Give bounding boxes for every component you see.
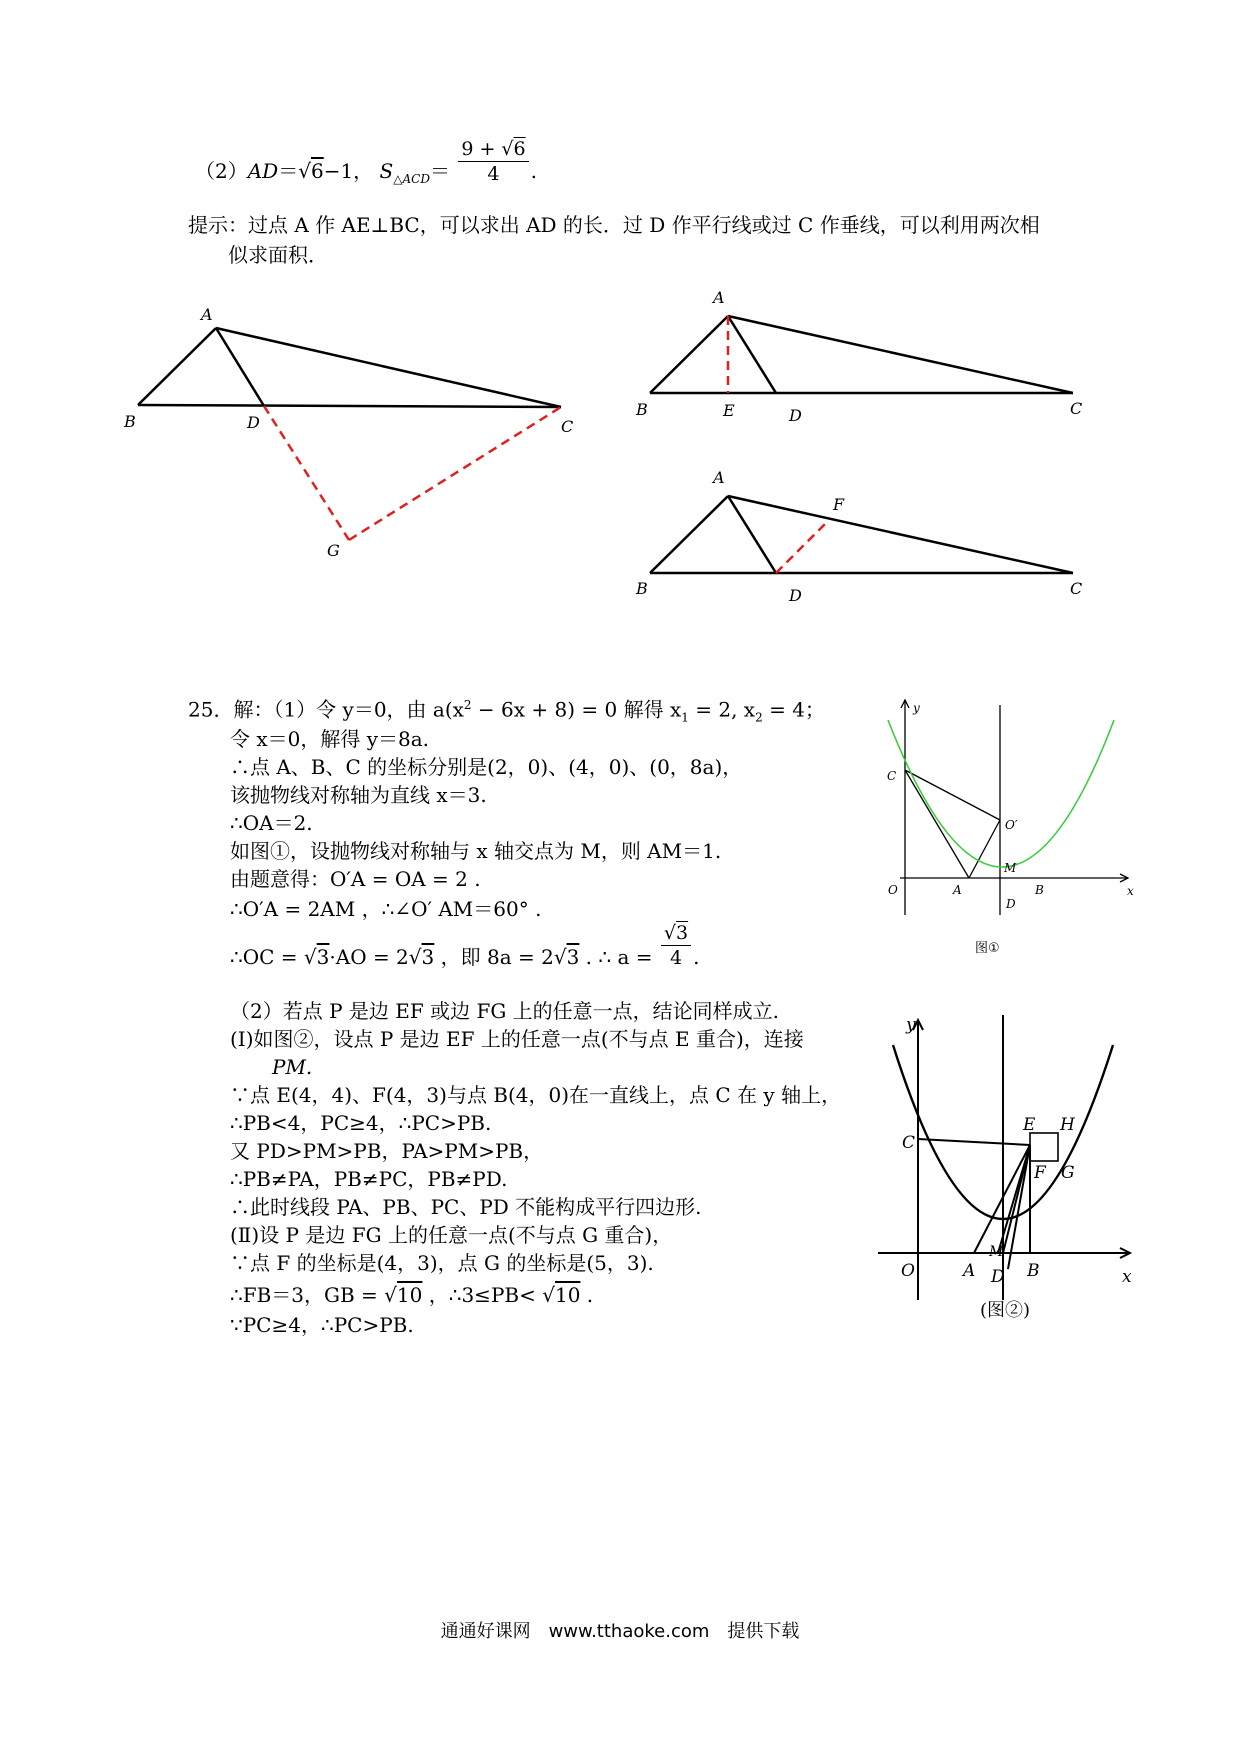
- g1-caption: 图①: [975, 941, 1000, 956]
- g2-label-y: y: [906, 1015, 916, 1035]
- g1-label-a: A: [953, 883, 962, 897]
- area-fraction: $\frac{9 + √6}{4}$: [458, 137, 528, 186]
- g1-label-o: O: [888, 883, 898, 897]
- label-d: D: [247, 413, 260, 432]
- label-e: E: [723, 401, 735, 420]
- minus-one: −1，: [323, 159, 374, 183]
- footer-text: 通通好课网 www.tthaoke.com 提供下载: [440, 1621, 800, 1642]
- g1-label-m: M: [1004, 861, 1017, 875]
- solution-line-17: ∴此时线段 PA、PB、PC、PD 不能构成平行四边形.: [230, 1195, 702, 1219]
- solution-line-16: ∴PB≠PA，PB≠PC，PB≠PD.: [230, 1167, 508, 1191]
- g1-label-y: y: [913, 701, 920, 715]
- part2-label: （2）: [195, 159, 248, 183]
- solution-line-14: ∴PB<4，PC≥4，∴PC>PB.: [230, 1111, 492, 1135]
- solution-line-21: ∵PC≥4，∴PC>PB.: [230, 1313, 414, 1337]
- solution-line-11: (Ⅰ)如图②，设点 P 是边 EF 上的任意一点(不与点 E 重合)，连接: [230, 1027, 804, 1051]
- hint-line-2: 似求面积．: [228, 243, 328, 267]
- solution-line-3: ∴点 A、B、C 的坐标分别是(2，0)、(4，0)、(0，8a)，: [230, 755, 743, 779]
- solution-line-20: ∴FB＝3，GB = √10 ，∴3≤PB< √10 .: [230, 1283, 594, 1307]
- g2-label-h: H: [1060, 1115, 1075, 1135]
- solution-line-5: ∴OA＝2.: [230, 811, 313, 835]
- label-a: A: [201, 305, 213, 324]
- g2-caption: (图②): [980, 1300, 1031, 1321]
- g2-label-g: G: [1061, 1163, 1075, 1183]
- g2-label-b: B: [1027, 1261, 1040, 1281]
- label-b: B: [124, 412, 136, 431]
- solution-line-15: 又 PD>PM>PB，PA>PM>PB，: [230, 1139, 544, 1163]
- g1-label-o-prime: O′: [1005, 818, 1018, 832]
- solution-line-8: ∴O′A = 2AM ，∴∠O′ AM＝60° .: [230, 897, 542, 921]
- solution-line-1: 25．解：（1）令 y＝0，由 $a(x^2 - 6x + 8) = 0$ 解得 $x_1 = 2$, $x_2 = 4$；: [188, 697, 825, 725]
- g2-label-f: F: [1034, 1163, 1046, 1183]
- g2-label-m: M: [989, 1244, 1004, 1260]
- label-c: C: [1070, 399, 1083, 418]
- label-b: B: [636, 579, 648, 598]
- label-c: C: [561, 417, 574, 436]
- area-subscript: △ACD: [393, 172, 430, 186]
- g2-label-d: D: [991, 1267, 1005, 1287]
- solution-line-9: ∴OC = √3·AO = 2√3 ，即 8a = 2√3 . ∴ a = $\frac{√3}{4}$ .: [230, 922, 700, 969]
- g1-label-x: x: [1127, 884, 1134, 898]
- ad-label: AD: [247, 159, 279, 183]
- label-d: D: [789, 586, 802, 605]
- g2-label-a: A: [963, 1261, 976, 1281]
- label-d: D: [789, 406, 802, 425]
- label-c: C: [1070, 579, 1083, 598]
- solution-line-12: PM.: [272, 1055, 313, 1079]
- solution-line-13: ∵点 E(4，4)、F(4，3)与点 B(4，0)在一直线上，点 C 在 y 轴上，: [230, 1083, 842, 1107]
- equals-2: ＝: [429, 159, 450, 183]
- g2-label-x: x: [1122, 1267, 1132, 1287]
- solution-line-18: (Ⅱ)设 P 是边 FG 上的任意一点(不与点 G 重合)，: [230, 1223, 673, 1247]
- g2-label-c: C: [902, 1133, 916, 1153]
- g2-label-o: O: [901, 1261, 915, 1281]
- g1-label-d: D: [1006, 897, 1016, 911]
- sqrt6: √6: [298, 159, 324, 183]
- label-b: B: [636, 400, 648, 419]
- solution-line-6: 如图①，设抛物线对称轴与 x 轴交点为 M，则 AM＝1.: [230, 839, 722, 863]
- equals: ＝: [278, 159, 299, 183]
- label-a: A: [713, 288, 725, 307]
- g1-label-b: B: [1035, 883, 1044, 897]
- g1-label-c: C: [887, 769, 897, 783]
- solution-line-2: 令 x＝0，解得 y＝8a.: [230, 727, 430, 751]
- label-f: F: [833, 495, 845, 514]
- hint-line-1: 提示：过点 A 作 AE⊥BC，可以求出 AD 的长．过 D 作平行线或过 C 作垂线，可以利用两次相: [188, 213, 1040, 237]
- label-a: A: [713, 468, 725, 487]
- solution-line-19: ∵点 F 的坐标是(4，3)，点 G 的坐标是(5，3).: [230, 1251, 654, 1275]
- solution-line-7: 由题意得：O′A = OA = 2 .: [230, 867, 481, 891]
- solution-line-10: （2）若点 P 是边 EF 或边 FG 上的任意一点，结论同样成立.: [230, 999, 780, 1023]
- area-label: S: [379, 159, 394, 183]
- solution-line-4: 该抛物线对称轴为直线 x＝3.: [230, 783, 487, 807]
- g2-label-e: E: [1023, 1115, 1036, 1135]
- label-g: G: [327, 541, 340, 560]
- period: .: [530, 159, 537, 183]
